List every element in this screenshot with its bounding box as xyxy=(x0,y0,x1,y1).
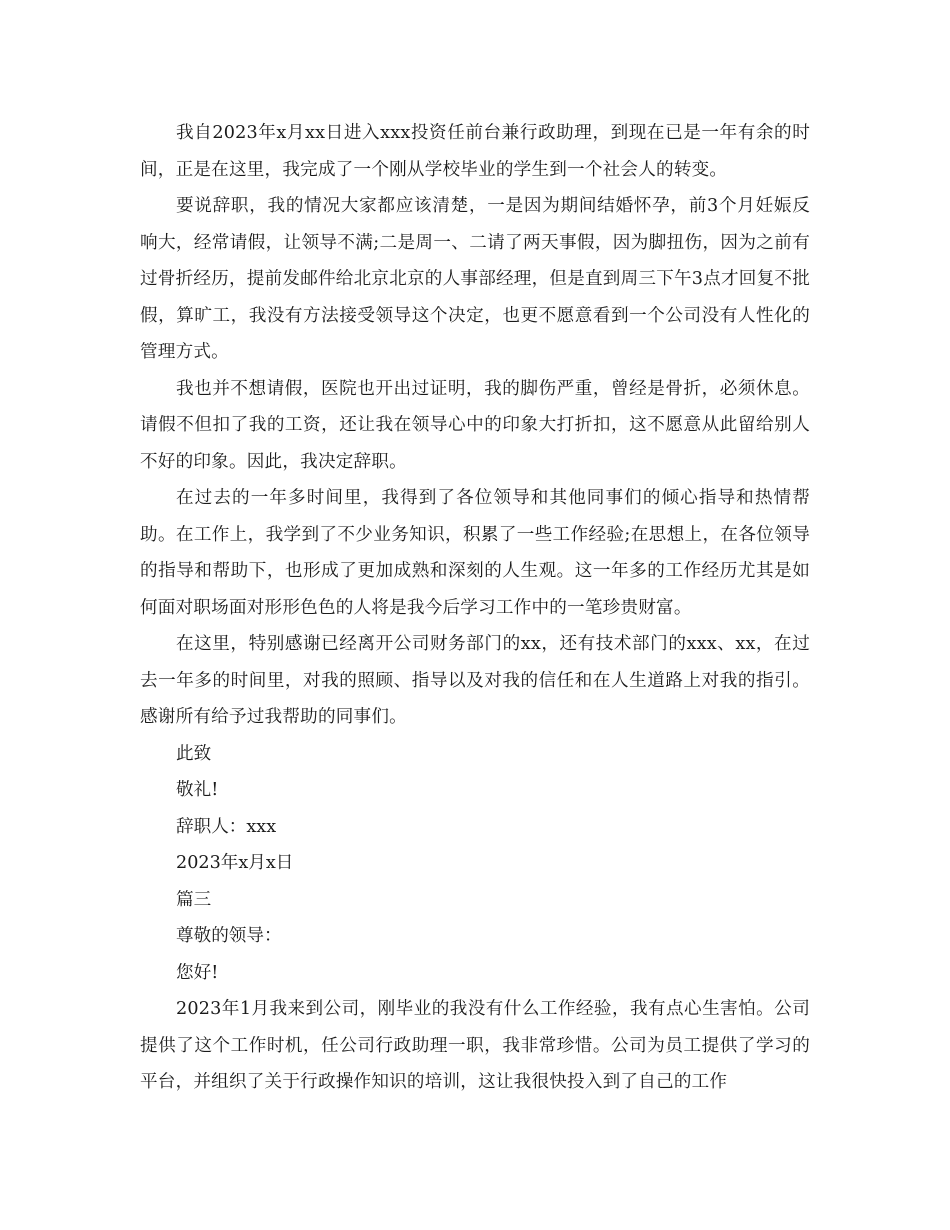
document-page xyxy=(140,115,810,1101)
paragraph-3: 我也并不想请假，医院也开出过证明，我的脚伤严重，曾经是骨折，必须休息。请假不但扣了我的工资，还让我在领导心中的印象大打折扣，这不愿意从此留给别人不好的印象。因此，我决定辞职。 xyxy=(140,378,810,472)
paragraph-2: 要说辞职，我的情况大家都应该清楚，一是因为期间结婚怀孕，前3个月妊娠反响大，经常请假，让领导不满;二是周一、二请了两天事假，因为脚扭伤，因为之前有过骨折经历，提前发邮件给北京北京的人事部经理，但是直到周三下午3点才回复不批假，算旷工，我没有方法接受领导这个决定，也更不愿意看到一个公司没有人性化的管理方式。 xyxy=(140,196,810,362)
closing-line: 此致 xyxy=(176,743,212,764)
section-title: 篇三 xyxy=(176,889,212,910)
paragraph-5: 在这里，特别感谢已经离开公司财务部门的xx，还有技术部门的xxx、xx，在过去一年多的时间里，对我的照顾、指导以及对我的信任和在人生道路上对我的指引。感谢所有给予过我帮助的同事们。 xyxy=(140,634,810,727)
date-line: 2023年x月x日 xyxy=(176,853,294,873)
paragraph-4: 在过去的一年多时间里，我得到了各位领导和其他同事们的倾心指导和热情帮助。在工作上，我学到了不少业务知识，积累了一些工作经验;在思想上，在各位领导的指导和帮助下，也形成了更加成熟和深刻的人生观。这一年多的工作经历尤其是如何面对职场面对形形色色的人将是我今后学习工作中的一笔珍贵财富。 xyxy=(140,488,810,618)
paragraph-6: 2023年1月我来到公司，刚毕业的我没有什么工作经验，我有点心生害怕。公司提供了这个工作时机，任公司行政助理一职，我非常珍惜。公司为员工提供了学习的平台，并组织了关于行政操作知识的培训，这让我很快投入到了自己的工作 xyxy=(140,999,810,1092)
greeting-line: 您好! xyxy=(176,962,219,983)
signer-line: 辞职人：xxx xyxy=(176,816,277,837)
paragraph-1: 我自2023年x月xx日进入xxx投资任前台兼行政助理，到现在已是一年有余的时间，正是在这里，我完成了一个刚从学校毕业的学生到一个社会人的转变。 xyxy=(140,123,810,180)
greeting-recipient: 尊敬的领导： xyxy=(176,926,282,946)
salute-line: 敬礼! xyxy=(176,780,219,800)
